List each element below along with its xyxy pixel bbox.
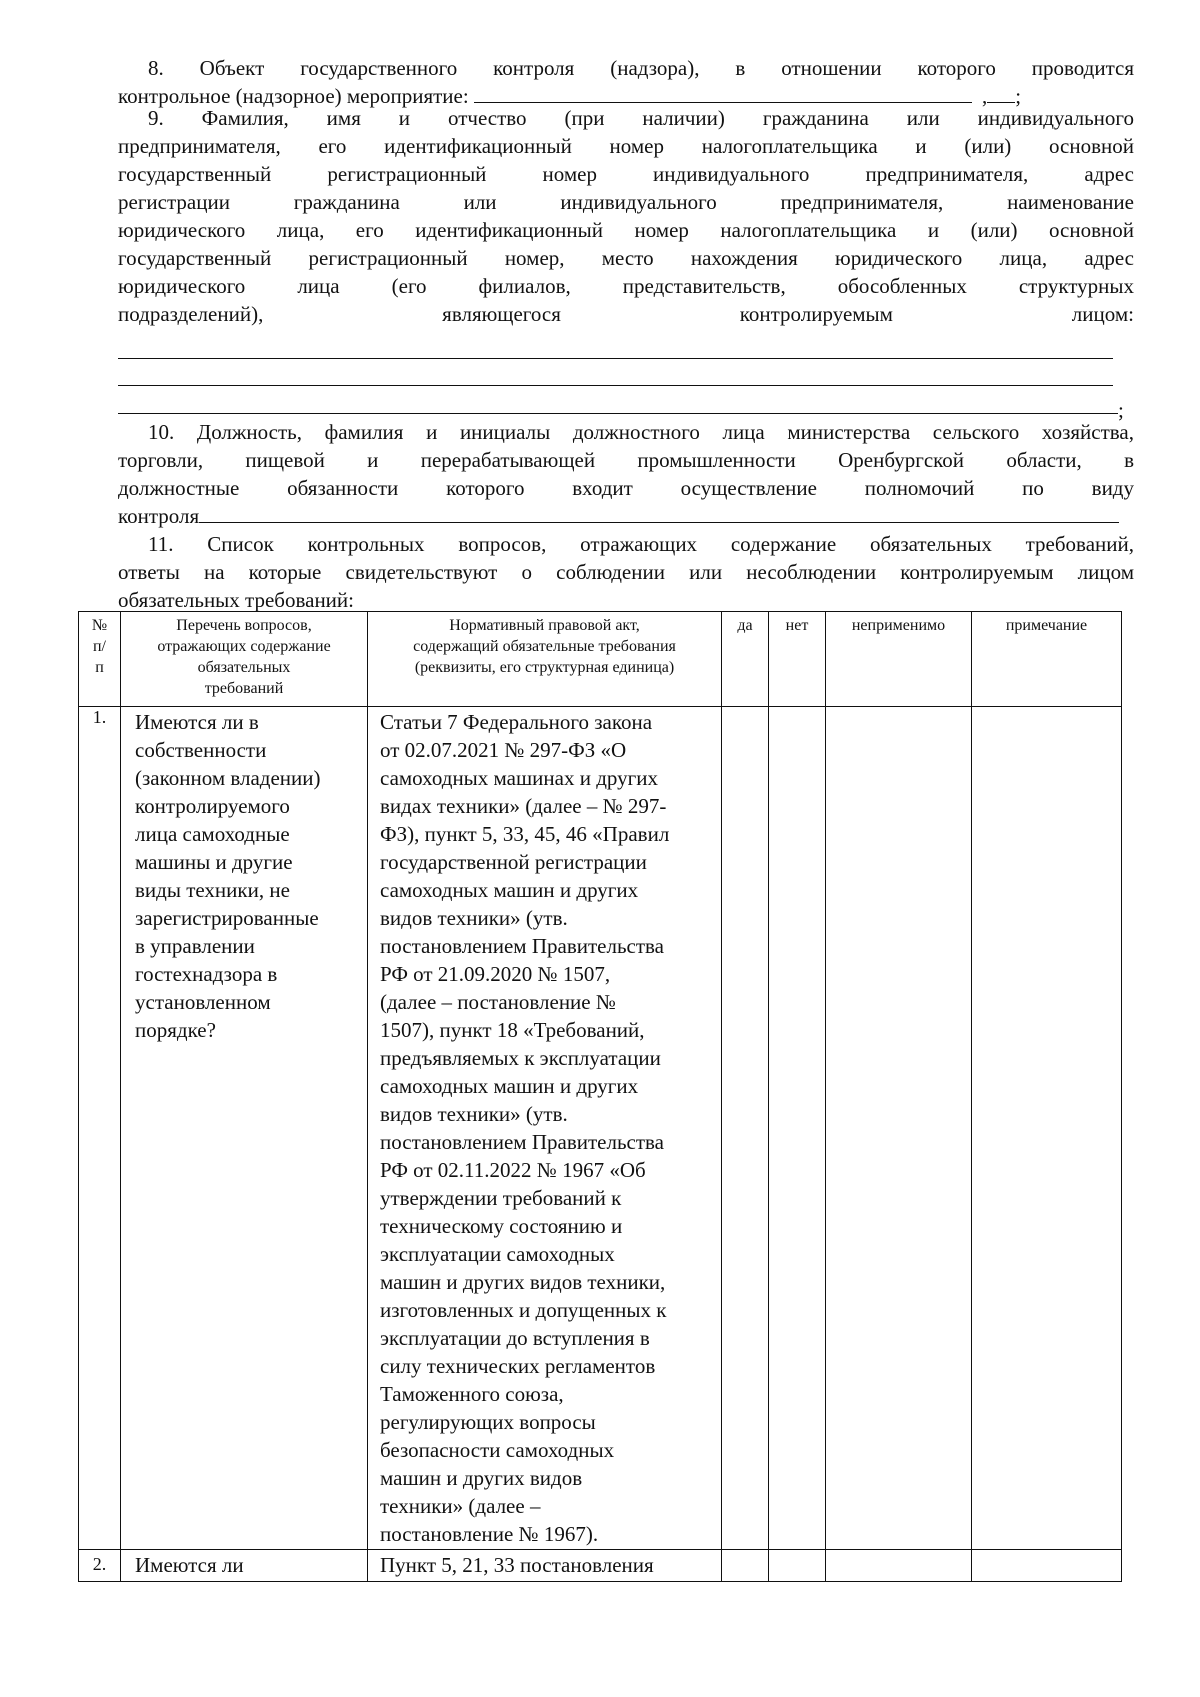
object-fill-line-2[interactable] [987, 82, 1015, 103]
item-9-line: регистрации гражданина или индивидуального предпринимателя, наименование [118, 190, 1134, 214]
controlled-person-fill-line-1[interactable] [118, 358, 1113, 359]
controlled-person-fill-line-3[interactable] [118, 413, 1118, 414]
item-9-paragraph [118, 104, 1134, 328]
header-no: нет [769, 612, 826, 707]
control-type-fill-line[interactable] [199, 502, 1119, 523]
table-header-row [79, 612, 1122, 707]
row-not-applicable-cell[interactable] [826, 1550, 972, 1582]
item-10-control-label: контроля [118, 504, 200, 528]
header-number: № п/ п [79, 612, 121, 707]
item-9-semicolon: ; [1118, 398, 1124, 422]
header-not-applicable: неприменимо [826, 612, 972, 707]
row-number: 1. [79, 707, 121, 1550]
item-8-semicolon: ; [1015, 84, 1022, 108]
header-questions: Перечень вопросов, отражающих содержание обязательных требований [121, 612, 368, 707]
row-yes-cell[interactable] [722, 1550, 769, 1582]
controlled-person-fill-line-2[interactable] [118, 385, 1113, 386]
item-9-line: государственный регистрационный номер индивидуального предпринимателя, адрес [118, 162, 1134, 186]
row-legal-act: Статьи 7 Федерального закона от 02.07.2021 № 297-ФЗ «О самоходных машинах и других видах техники» (далее – № 297- ФЗ), пункт 5, 33, 45, 46 «Правил государственной регистрации самоходных машин и других видов техники» (утв. постановлением Правительства РФ от 21.09.2020 № 1507, (далее – постановление № 1507), пункт 18 «Требований, предъявляемых к эксплуатации самоходных машин и других видов техники» (утв. постановлением Правительства РФ от 02.11.2022 № 1967 «Об утверждении требований к техническому состоянию и эксплуатации самоходных машин и других видов техники, изготовленных и допущенных к эксплуатации до вступления в силу технических регламентов Таможенного союза, регулирующих вопросы безопасности самоходных машин и других видов техники» (далее – постановление № 1967). [368, 707, 722, 1550]
item-10-line: торговли, пищевой и перерабатывающей промышленности Оренбургской области, в [118, 448, 1134, 472]
table-row [79, 1550, 1122, 1582]
item-11-paragraph [118, 530, 1134, 614]
item-8-line-1: 8. Объект государственного контроля (надзора), в отношении которого проводится [148, 56, 1134, 80]
checklist-table [78, 611, 1122, 1582]
item-9-line: государственный регистрационный номер, место нахождения юридического лица, адрес [118, 246, 1134, 270]
row-no-cell[interactable] [769, 707, 826, 1550]
item-11-line: 11. Список контрольных вопросов, отражающих содержание обязательных требований, [148, 532, 1134, 556]
row-yes-cell[interactable] [722, 707, 769, 1550]
row-no-cell[interactable] [769, 1550, 826, 1582]
item-11-line-last: обязательных требований: [118, 588, 354, 612]
item-10-paragraph [118, 418, 1134, 530]
header-legal-act: Нормативный правовой акт, содержащий обязательные требования (реквизиты, его структурная единица) [368, 612, 722, 707]
row-legal-act: Пункт 5, 21, 33 постановления [368, 1550, 722, 1582]
row-question: Имеются ли [121, 1550, 368, 1582]
object-fill-line[interactable] [474, 82, 972, 103]
item-10-line: 10. Должность, фамилия и инициалы должностного лица министерства сельского хозяйства, [148, 420, 1134, 444]
row-note-cell[interactable] [972, 1550, 1122, 1582]
row-note-cell[interactable] [972, 707, 1122, 1550]
item-9-line: подразделений), являющегося контролируемым лицом: [118, 302, 1134, 326]
item-10-line-last [118, 502, 1134, 530]
item-11-line: ответы на которые свидетельствуют о соблюдении или несоблюдении контролируемым лицом [118, 560, 1134, 584]
header-note: примечание [972, 612, 1122, 707]
item-9-line: 9. Фамилия, имя и отчество (при наличии) гражданина или индивидуального [148, 106, 1134, 130]
item-9-line: юридического лица, его идентификационный номер налогоплательщика и (или) основной [118, 218, 1134, 242]
row-number: 2. [79, 1550, 121, 1582]
item-10-line: должностные обязанности которого входит осуществление полномочий по виду [118, 476, 1134, 500]
item-8-paragraph [118, 54, 1134, 110]
item-8-label: контрольное (надзорное) мероприятие: [118, 84, 469, 108]
header-yes: да [722, 612, 769, 707]
item-8-comma: , [981, 84, 988, 108]
table-row [79, 707, 1122, 1550]
row-question: Имеются ли в собственности (законном владении) контролируемого лица самоходные машины и другие виды техники, не зарегистрированные в управлении гостехнадзора в установленном порядке? [121, 707, 368, 1550]
item-9-line: предпринимателя, его идентификационный номер налогоплательщика и (или) основной [118, 134, 1134, 158]
row-not-applicable-cell[interactable] [826, 707, 972, 1550]
item-9-line: юридического лица (его филиалов, представительств, обособленных структурных [118, 274, 1134, 298]
